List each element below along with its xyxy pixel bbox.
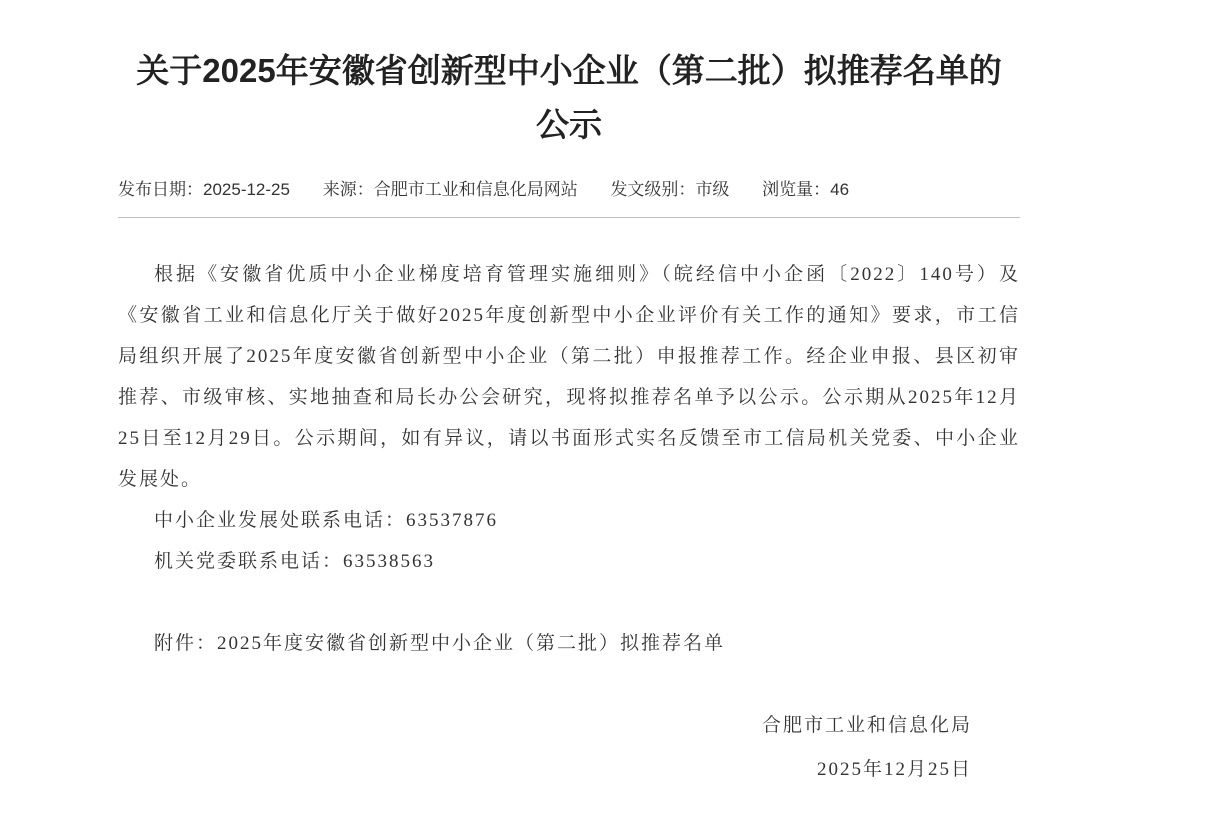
view-count-label: 浏览量： — [762, 180, 831, 199]
view-count-item — [762, 178, 849, 202]
doc-level-item — [610, 178, 729, 202]
header-divider — [118, 217, 1020, 218]
signature-org: 合肥市工业和信息化局 — [761, 715, 972, 736]
signature-date: 2025年12月25日 — [816, 759, 972, 780]
doc-level-value: 市级 — [695, 180, 730, 199]
view-count-value: 46 — [830, 180, 850, 199]
page-title — [118, 0, 1020, 152]
page-title-line-2: 公示 — [536, 106, 602, 143]
source-value: 合肥市工业和信息化局网站 — [373, 180, 578, 199]
source-item — [323, 178, 578, 202]
publish-date-label: 发布日期： — [118, 180, 203, 199]
contact-phone-sme-division: 中小企业发展处联系电话：63537876 — [154, 510, 499, 531]
source-label: 来源： — [322, 180, 374, 199]
publish-date-item — [118, 178, 290, 202]
attachment-label: 附件： — [154, 633, 218, 654]
publish-date-value: 2025-12-25 — [203, 180, 290, 199]
document-body — [118, 254, 1020, 792]
contact-phone-party-committee: 机关党委联系电话：63538563 — [154, 551, 436, 572]
meta-bar — [118, 178, 1020, 202]
body-paragraph: 根据《安徽省优质中小企业梯度培育管理实施细则》（皖经信中小企函〔2022〕140号）及《安徽省工业和信息化厅关于做好2025年度创新型中小企业评价有关工作的通知》要求，市工信局组织开展了2025年度安徽省创新型中小企业（第二批）申报推荐工作。经企业申报、县区初审推荐、市级审核、实地抽查和局长办公会研究，现将拟推荐名单予以公示。公示期从2025年12月25日至12月29日。公示期间，如有异议，请以书面形式实名反馈至市工信局机关党委、中小企业发展处。 — [118, 264, 1020, 490]
attachment-line — [118, 623, 1020, 664]
signature-block — [118, 704, 1020, 792]
doc-level-label: 发文级别： — [610, 180, 696, 199]
attachment-link[interactable]: 2025年度安徽省创新型中小企业（第二批）拟推荐名单 — [217, 633, 726, 654]
page-title-line-1: 关于2025年安徽省创新型中小企业（第二批）拟推荐名单的 — [136, 52, 1002, 89]
announcement-document — [118, 0, 1020, 792]
